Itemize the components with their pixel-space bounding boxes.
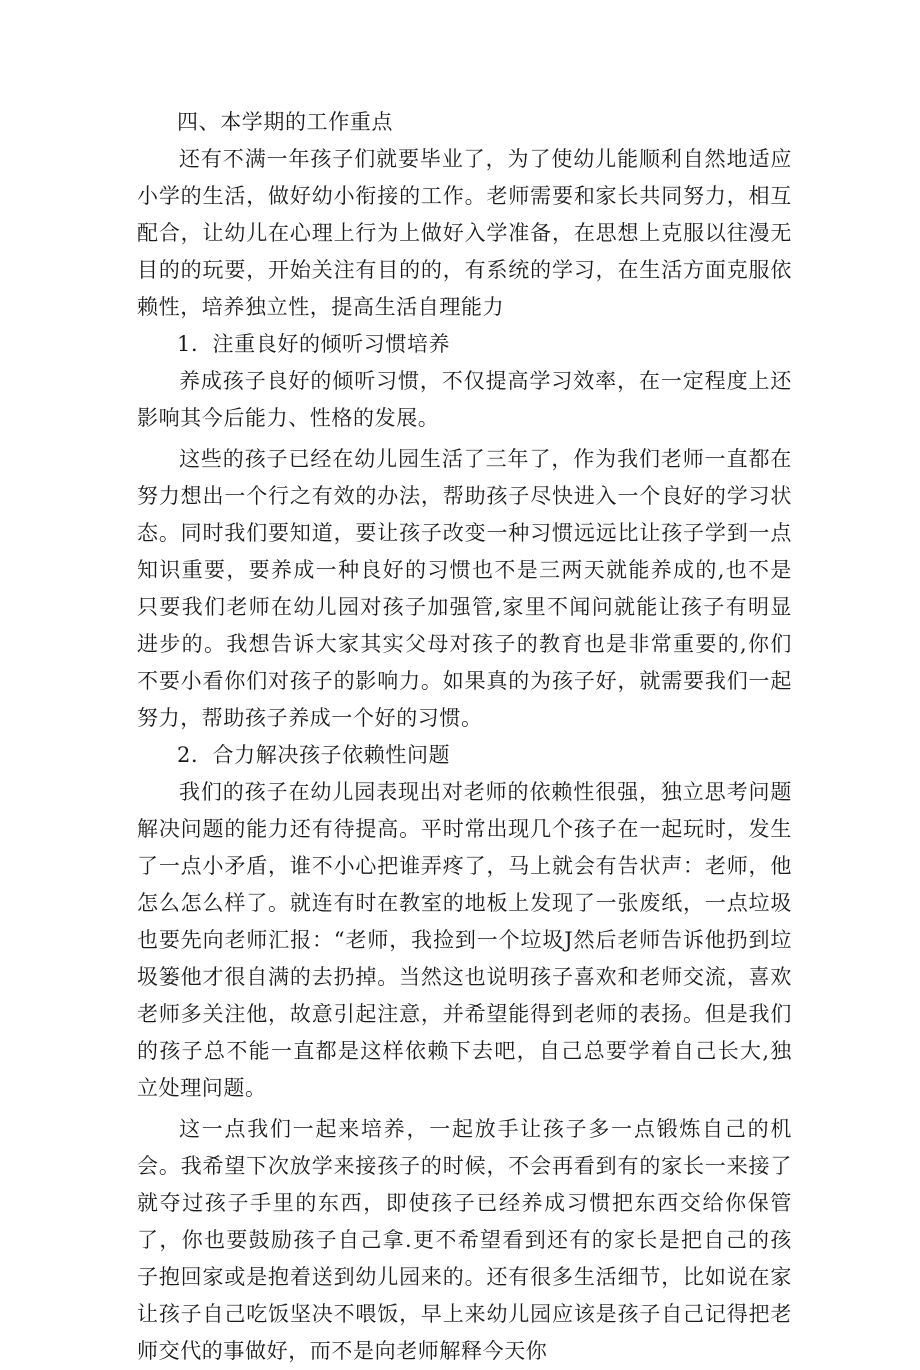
item2-paragraph-1: 我们的孩子在幼儿园表现出对老师的依赖性很强，独立思考问题解决问题的能力还有待提高。平时常出现几个孩子在一起玩时，发生了一点小矛盾，谁不小心把谁弄疼了，马上就会有告状声：老师，他怎么怎么样了。就连有时在教室的地板上发现了一张废纸，一点垃圾也要先向老师汇报：“老师，我捡到一个垃圾J然后老师告诉他扔到垃圾篓他才很自满的去扔掉。当然这也说明孩子喜欢和老师交流，喜欢老师多关注他，故意引起注意，并希望能得到老师的表扬。但是我们的孩子总不能一直都是这样依赖下去吧，自己总要学着自己长大,独立处理问题。: [137, 780, 792, 1100]
item1-paragraph-2: 这些的孩子已经在幼儿园生活了三年了，作为我们老师一直都在努力想出一个行之有效的办法，帮助孩子尽快进入一个良好的学习状态。同时我们要知道，要让孩子改变一种习惯远远比让孩子学到一点知识重要，要养成一种良好的习惯也不是三两天就能养成的,也不是只要我们老师在幼儿园对孩子加强管,家里不闻问就能让孩子有明显进步的。我想告诉大家其实父母对孩子的教育也是非常重要的,你们不要小看你们对孩子的影响力。如果真的为孩子好，就需要我们一起努力，帮助孩子养成一个好的习惯。: [137, 447, 792, 730]
section-heading: 四、本学期的工作重点: [177, 110, 393, 134]
item1-paragraph-1: 养成孩子良好的倾听习惯，不仅提高学习效率，在一定程度上还影响其今后能力、性格的发展。: [137, 369, 792, 430]
document-body: [137, 104, 792, 1370]
item2-paragraph-2: 这一点我们一起来培养，一起放手让孩子多一点锻炼自己的机会。我希望下次放学来接孩子的时候，不会再看到有的家长一来接了就夺过孩子手里的东西，即使孩子已经养成习惯把东西交给你保管了，你也要鼓励孩子自己拿.更不希望看到还有的家长是把自己的孩子抱回家或是抱着送到幼儿园来的。还有很多生活细节，比如说在家让孩子自己吃饭坚决不喂饭，早上来幼儿园应该是孩子自己记得把老师交代的事做好，而不是向老师解释今天你: [137, 1117, 792, 1363]
intro-paragraph: 还有不满一年孩子们就要毕业了，为了使幼儿能顺利自然地适应小学的生活，做好幼小衔接的工作。老师需要和家长共同努力，相互配合，让幼儿在心理上行为上做好入学准备，在思想上克服以往漫无目的的玩要，开始关注有目的的，有系统的学习，在生活方面克服依赖性，培养独立性，提高生活自理能力: [137, 147, 792, 319]
item1-heading: 1．注重良好的倾听习惯培养: [177, 332, 451, 356]
item2-heading: 2．合力解决孩子依赖性问题: [177, 743, 451, 767]
